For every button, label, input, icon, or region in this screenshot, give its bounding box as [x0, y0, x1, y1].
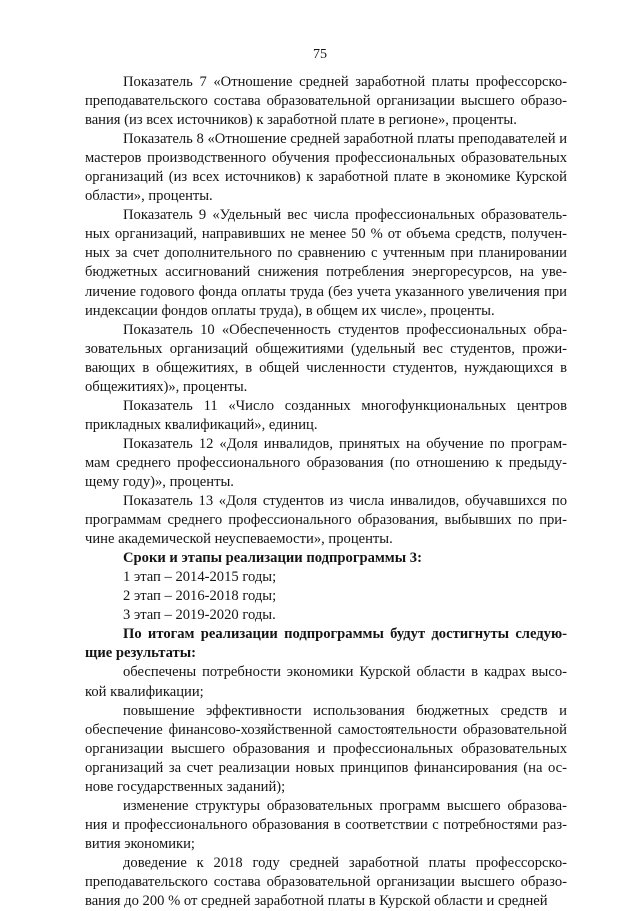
result-item-4: доведение к 2018 году средней заработной платы профессорско-преподавательского состава образовательной организации высшего образования до 200 % от средней заработной платы в Курской области и средней [85, 854, 567, 910]
result-item-2: повышение эффективности использования бюджетных средств и обеспечение финансово-хозяйственной самостоятельности образовательной организации высшего образования и профессиональных образовательных организаций за счет реализации новых принципов финансирования (на основе государственных заданий); [85, 702, 567, 795]
stage-item-2: 2 этап – 2016-2018 годы; [123, 588, 277, 605]
stages-heading: Сроки и этапы реализации подпрограммы 3: [123, 550, 422, 567]
paragraph-indicator-11: Показатель 11 «Число созданных многофункциональных центров прикладных квалификаций», единиц. [85, 397, 567, 433]
results-heading: По итогам реализации подпрограммы будут достигнуты следующие результаты: [85, 626, 567, 662]
paragraph-indicator-9: Показатель 9 «Удельный вес числа профессиональных образовательных организаций, направивших не менее 50 % от объема средств, полученных за счет дополнительного по сравнению с учтенным при планировании бюджетных ассигнований снижения потребления энергоресурсов, на увеличение годового фонда оплаты труда (без учета указанного увеличения при индексации фондов оплаты труда), в общем их числе», проценты. [85, 207, 567, 319]
stage-item-3: 3 этап – 2019-2020 годы. [123, 607, 276, 624]
result-item-1: обеспечены потребности экономики Курской области в кадрах высокой квалификации; [85, 664, 567, 700]
paragraph-indicator-12: Показатель 12 «Доля инвалидов, принятых на обучение по программам среднего профессионального образования (по отношению к предыдущему году)», проценты. [85, 435, 567, 490]
paragraph-indicator-10: Показатель 10 «Обеспеченность студентов профессиональных образовательных организаций общежитиями (удельный вес студентов, проживающих в общежитиях, в общей численности студентов, нуждающихся в общежитиях)», проценты. [85, 321, 567, 395]
result-item-3: изменение структуры образовательных программ высшего образования и профессионального образования в соответствии с потребностями развития экономики; [85, 797, 567, 852]
stage-item-1: 1 этап – 2014-2015 годы; [123, 569, 277, 586]
page-number: 75 [313, 47, 327, 62]
paragraph-indicator-13: Показатель 13 «Доля студентов из числа инвалидов, обучавшихся по программам среднего профессионального образования, выбывших по причине академической неуспеваемости», проценты. [85, 493, 567, 548]
paragraph-indicator-7: Показатель 7 «Отношение средней заработной платы профессорско-преподавательского состава образовательной организации высшего образования (из всех источников) к заработной плате в регионе», проценты. [85, 74, 567, 129]
paragraph-indicator-8: Показатель 8 «Отношение средней заработной платы преподавателей и мастеров производственного обучения профессиональных образовательных организаций (из всех источников) к заработной плате в экономике Курской области», проценты. [85, 131, 567, 205]
document-body [85, 73, 567, 911]
